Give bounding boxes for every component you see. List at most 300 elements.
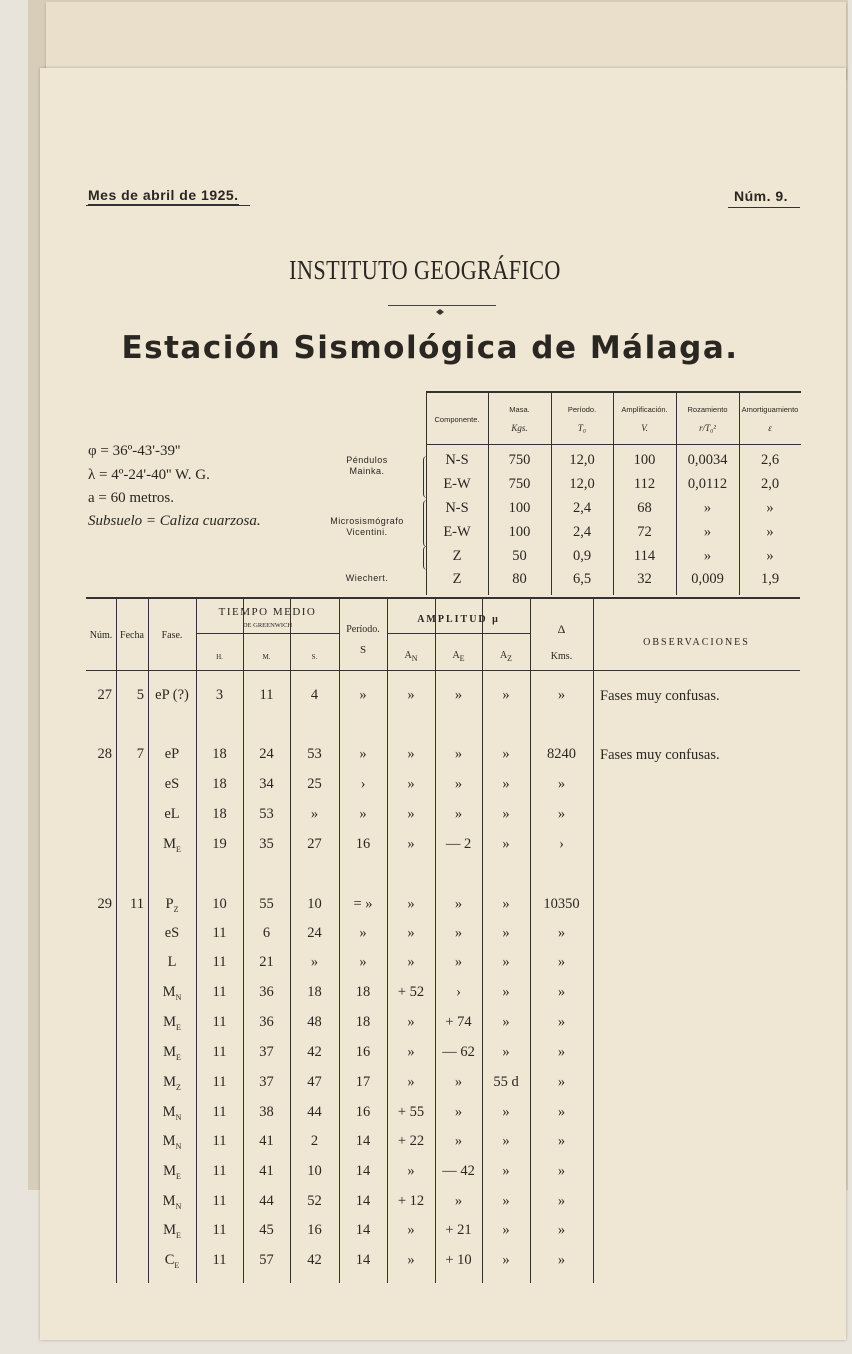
inst-cell: » [703, 548, 712, 564]
cell-an: » [407, 1014, 415, 1030]
inst-cell: 100 [508, 524, 531, 540]
cell-m: 57 [259, 1252, 274, 1268]
cell-per: » [359, 746, 367, 762]
inst-header-amort: Amortiguamiento [741, 405, 799, 414]
instrument-group-name: Wiechert. [345, 573, 389, 583]
inst-cell: 0,009 [691, 571, 724, 587]
header-num: Núm. [89, 630, 113, 641]
cell-az: » [502, 1163, 510, 1179]
inst-cell: 6,5 [572, 571, 592, 587]
cell-h: 10 [212, 896, 227, 912]
cell-an: + 52 [397, 984, 425, 1000]
inst-cell: 0,9 [572, 548, 592, 564]
fase-text: eP (?) [155, 687, 189, 703]
cell-ae: » [454, 896, 463, 912]
cell-m: 38 [259, 1104, 274, 1120]
cell-an: » [407, 1252, 415, 1268]
header-az [482, 650, 530, 663]
cell-az: » [502, 1014, 510, 1030]
fase-sub: N [175, 992, 182, 1002]
fase-text: M [163, 1163, 176, 1179]
cell-s: 53 [307, 746, 322, 762]
cell-fase [148, 896, 196, 914]
cell-delta: › [559, 836, 564, 852]
cell-delta: » [557, 925, 566, 941]
table-row [86, 1133, 800, 1155]
cell-num: 29 [97, 896, 112, 912]
cell-per: 14 [355, 1222, 371, 1238]
cell-h: 11 [212, 1133, 227, 1149]
cell-an: » [407, 687, 415, 703]
cell-fecha: 5 [136, 687, 144, 703]
cell-an: » [407, 836, 415, 852]
station-title: Estación Sismológica de Málaga. [121, 330, 739, 366]
cell-per: » [359, 954, 367, 970]
cell-fase [148, 1193, 196, 1211]
cell-delta: » [557, 1252, 566, 1268]
cell-az: » [502, 1193, 510, 1209]
cell-delta: » [557, 954, 566, 970]
cell-fase [148, 1014, 196, 1032]
table-row [86, 806, 800, 828]
cell-m: 36 [259, 1014, 274, 1030]
cell-s: 10 [307, 1163, 322, 1179]
cell-per: 18 [355, 984, 371, 1000]
cell-ae: » [454, 1074, 463, 1090]
cell-s: 16 [307, 1222, 322, 1238]
cell-m: 21 [259, 954, 274, 970]
cell-per: » [359, 687, 367, 703]
cell-s: 44 [307, 1104, 322, 1120]
cell-ae: » [454, 687, 463, 703]
cell-fase [148, 984, 196, 1002]
obs-top-rule [86, 597, 800, 599]
inst-cell: 12,0 [569, 476, 595, 492]
cell-per: 16 [355, 1044, 371, 1060]
cell-delta: » [557, 806, 566, 822]
cell-ae: — 62 [442, 1044, 475, 1060]
cell-an: » [407, 806, 415, 822]
table-row [86, 954, 800, 976]
fase-sub: E [176, 1171, 181, 1181]
cell-delta: » [557, 1074, 566, 1090]
cell-az: » [502, 746, 510, 762]
inst-cell: 1,9 [760, 571, 780, 587]
cell-delta: » [557, 1222, 566, 1238]
inst-cell: 114 [633, 548, 656, 564]
month-underline [86, 205, 250, 206]
cell-h: 11 [212, 1074, 227, 1090]
cell-h: 3 [215, 687, 224, 703]
table-row [86, 746, 800, 768]
cell-delta: » [557, 1163, 566, 1179]
cell-s: » [310, 954, 319, 970]
cell-fecha: 7 [136, 746, 144, 762]
inst-cell: 80 [512, 571, 527, 587]
inst-cell: 68 [637, 500, 652, 516]
cell-az: » [502, 1252, 510, 1268]
inst-header-unit-amort: ε [768, 423, 772, 433]
cell-an: + 55 [397, 1104, 425, 1120]
table-row [86, 1014, 800, 1036]
inst-header-unit-periodo: T₀ [577, 423, 587, 433]
header-fecha: Fecha [120, 630, 144, 641]
top-page-edge [46, 2, 846, 78]
cell-az: » [502, 1222, 510, 1238]
subsoil: Subsuelo = Caliza cuarzosa. [88, 513, 261, 529]
fase-text: M [162, 984, 176, 1000]
fase-sub: N [175, 1201, 182, 1211]
cell-h: 18 [212, 806, 227, 822]
cell-az: » [502, 1104, 510, 1120]
cell-an: » [407, 954, 415, 970]
cell-fase [148, 806, 196, 824]
cell-delta: 10350 [543, 896, 580, 912]
inst-cell: 112 [633, 476, 656, 492]
inst-cell: » [766, 548, 774, 564]
cell-m: 37 [259, 1074, 274, 1090]
cell-fase [148, 1222, 196, 1240]
cell-az: » [502, 896, 510, 912]
header-periodo-unit: S [359, 644, 367, 656]
header-kms: Kms. [550, 651, 573, 662]
table-row [86, 1222, 800, 1244]
cell-fase [148, 776, 196, 794]
cell-m: 6 [262, 925, 271, 941]
number-underline [728, 207, 800, 208]
fase-sub: N [175, 1112, 182, 1122]
cell-ae: » [454, 746, 463, 762]
cell-fase [148, 925, 196, 943]
cell-m: 11 [259, 687, 274, 703]
obs-header-rule [86, 670, 800, 671]
header-ae-letter: A [452, 650, 460, 661]
table-row [86, 836, 800, 858]
cell-ae: » [454, 1104, 463, 1120]
fase-sub: E [176, 844, 181, 854]
cell-m: 35 [259, 836, 274, 852]
table-row [86, 1104, 800, 1126]
cell-delta: » [557, 984, 566, 1000]
cell-an: » [407, 1074, 415, 1090]
inst-cell: 750 [508, 452, 531, 468]
cell-m: 44 [259, 1193, 274, 1209]
cell-m: 36 [259, 984, 274, 1000]
header-periodo: Período. [346, 624, 380, 635]
inst-cell: 2,6 [760, 452, 780, 468]
cell-m: 41 [259, 1163, 274, 1179]
table-row [86, 1163, 800, 1185]
cell-delta: » [557, 1044, 566, 1060]
inst-cell: Z [452, 571, 462, 587]
cell-ae: + 21 [445, 1222, 472, 1238]
header-fase: Fase. [161, 630, 183, 641]
cell-per: = » [353, 896, 373, 912]
header-m: M. [262, 653, 271, 661]
cell-ae: » [454, 925, 463, 941]
header-an [387, 650, 435, 663]
inst-header-unit-masa: Kgs. [511, 423, 528, 433]
inst-cell: » [703, 524, 712, 540]
cell-ae: » [454, 1133, 463, 1149]
table-row [86, 687, 800, 709]
table-row [86, 1044, 800, 1066]
instrument-group-name: Microsismógrafo Vicentini. [330, 516, 404, 537]
cell-s: 18 [307, 984, 322, 1000]
fase-sub: E [176, 1022, 181, 1032]
cell-per: 14 [355, 1163, 371, 1179]
cell-fase [148, 1074, 196, 1092]
cell-az: » [502, 1133, 510, 1149]
cell-per: 16 [355, 1104, 371, 1120]
cell-m: 24 [259, 746, 274, 762]
header-ae-sub: E [459, 654, 465, 663]
inst-cell: N-S [445, 452, 469, 468]
institute-title: INSTITUTO GEOGRÁFICO [289, 255, 561, 285]
fase-text: M [163, 1222, 176, 1238]
cell-fase [148, 746, 196, 764]
inst-cell: 50 [512, 548, 527, 564]
table-row [86, 776, 800, 798]
cell-fase [148, 1133, 196, 1151]
fase-text: C [164, 1252, 175, 1268]
cell-az: » [502, 925, 510, 941]
cell-ae: — 42 [442, 1163, 475, 1179]
fase-text: M [162, 1133, 176, 1149]
cell-an: » [407, 896, 415, 912]
cell-az: » [502, 984, 510, 1000]
cell-s: » [310, 806, 319, 822]
cell-delta: » [557, 776, 566, 792]
cell-ae: » [454, 806, 463, 822]
cell-ae: » [454, 1193, 463, 1209]
header-amplitud: AMPLITUD μ [417, 614, 500, 625]
cell-ae: » [454, 954, 463, 970]
header-h: H. [216, 653, 223, 661]
cell-az: » [502, 687, 510, 703]
cell-az: 55 d [493, 1074, 519, 1090]
inst-cell: E-W [443, 476, 471, 492]
cell-per: 14 [355, 1133, 371, 1149]
cell-h: 11 [212, 1252, 227, 1268]
header-greenwich: DE GREENWICH [242, 622, 293, 629]
inst-cell: » [766, 500, 774, 516]
fase-text: M [163, 1044, 176, 1060]
cell-fase [148, 954, 196, 972]
inst-cell: 100 [633, 452, 656, 468]
cell-s: 2 [310, 1133, 319, 1149]
cell-ae: — 2 [445, 836, 472, 852]
fase-sub: E [174, 1260, 180, 1270]
cell-m: 37 [259, 1044, 274, 1060]
inst-cell: » [766, 524, 774, 540]
cell-per: 14 [355, 1252, 371, 1268]
cell-fase [148, 836, 196, 854]
cell-an: + 12 [397, 1193, 425, 1209]
cell-an: » [407, 1163, 415, 1179]
cell-ae: » [454, 776, 463, 792]
header-s: S. [311, 653, 318, 661]
table-row [86, 896, 800, 918]
fase-text: M [162, 1193, 176, 1209]
cell-s: 24 [307, 925, 322, 941]
fase-sub: N [175, 1141, 182, 1151]
table-row [86, 1074, 800, 1096]
cell-m: 55 [259, 896, 274, 912]
cell-an: » [407, 1222, 415, 1238]
cell-observaciones: Fases muy confusas. [600, 688, 720, 704]
cell-h: 11 [212, 954, 227, 970]
cell-s: 52 [307, 1193, 322, 1209]
fase-text: P [165, 896, 174, 912]
cell-az: » [502, 1044, 510, 1060]
cell-fase [148, 1104, 196, 1122]
cell-num: 27 [97, 687, 112, 703]
inst-cell: 2,4 [572, 524, 592, 540]
cell-s: 42 [307, 1252, 322, 1268]
header-an-sub: N [411, 654, 418, 663]
cell-az: » [502, 954, 510, 970]
cell-delta: » [557, 687, 566, 703]
cell-num: 28 [97, 746, 112, 762]
cell-delta: » [557, 1193, 566, 1209]
altitude: a = 60 metros. [88, 490, 174, 506]
month-label: Mes de abril de 1925. [88, 187, 239, 203]
cell-az: » [502, 776, 510, 792]
table-row [86, 984, 800, 1006]
cell-per: » [359, 925, 367, 941]
cell-h: 11 [212, 1222, 227, 1238]
inst-cell: Z [452, 548, 462, 564]
cell-h: 11 [212, 1193, 227, 1209]
fase-sub: E [176, 1052, 181, 1062]
cell-an: + 22 [397, 1133, 425, 1149]
cell-h: 18 [212, 776, 227, 792]
cell-fase [148, 1252, 196, 1270]
cell-h: 11 [212, 1044, 227, 1060]
inst-cell: 32 [637, 571, 652, 587]
table-row [86, 1193, 800, 1215]
cell-per: 16 [355, 836, 371, 852]
inst-cell: E-W [443, 524, 471, 540]
cell-delta: » [557, 1014, 566, 1030]
fase-sub: E [176, 1230, 181, 1240]
header-ae [435, 650, 482, 663]
cell-an: » [407, 925, 415, 941]
inst-cell: 0,0034 [687, 452, 728, 468]
fase-text: M [163, 836, 176, 852]
cell-s: 25 [307, 776, 322, 792]
inst-cell: 2,4 [572, 500, 592, 516]
cell-h: 11 [212, 1014, 227, 1030]
tiempo-subrule [196, 633, 339, 634]
cell-per: › [360, 776, 366, 792]
inst-header-unit-roz: r/T₀² [699, 423, 716, 433]
cell-delta: 8240 [547, 746, 576, 762]
inst-cell: 750 [508, 476, 531, 492]
inst-header-ampl: Amplificación. [621, 405, 668, 414]
inst-cell: 0,0112 [687, 476, 728, 492]
cell-fecha: 11 [130, 896, 144, 912]
inst-cell: 72 [637, 524, 652, 540]
cell-ae: › [456, 984, 461, 1000]
inst-header-componente: Componente. [434, 415, 480, 424]
cell-h: 18 [212, 746, 227, 762]
header-an-letter: A [404, 650, 412, 661]
fase-text: eS [164, 925, 180, 941]
fase-text: L [167, 954, 177, 970]
inst-header-masa: Masa. [509, 405, 530, 414]
fase-text: M [162, 1104, 176, 1120]
cell-fase [148, 1044, 196, 1062]
cell-s: 47 [307, 1074, 322, 1090]
cell-m: 45 [259, 1222, 274, 1238]
cell-m: 34 [259, 776, 274, 792]
fase-text: M [163, 1074, 176, 1090]
cell-az: » [502, 836, 510, 852]
inst-cell: 100 [508, 500, 531, 516]
fase-sub: Z [173, 904, 179, 914]
table-row [86, 1252, 800, 1274]
cell-h: 11 [212, 925, 227, 941]
cell-fase [148, 1163, 196, 1181]
cell-per: 14 [355, 1193, 371, 1209]
table-row [86, 925, 800, 947]
fase-text: M [163, 1014, 176, 1030]
header-az-sub: Z [507, 654, 513, 663]
cell-s: 4 [310, 687, 319, 703]
fase-text: eL [164, 806, 180, 822]
header-tiempo: TIEMPO MEDIO [218, 606, 317, 618]
fase-text: eP [164, 746, 180, 762]
fase-sub: Z [176, 1082, 181, 1092]
inst-cell: 2,0 [760, 476, 780, 492]
number-label: Núm. 9. [734, 188, 789, 204]
inst-cell: » [703, 500, 712, 516]
cell-s: 48 [307, 1014, 322, 1030]
header-az-letter: A [499, 650, 508, 661]
cell-h: 19 [212, 836, 227, 852]
cell-m: 41 [259, 1133, 274, 1149]
cell-s: 10 [307, 896, 322, 912]
cell-an: » [407, 746, 415, 762]
latitude: φ = 36º-43'-39'' [88, 443, 181, 459]
cell-h: 11 [212, 1163, 227, 1179]
instrument-group-name: Péndulos Mainka. [346, 455, 388, 476]
cell-per: 18 [355, 1014, 371, 1030]
header-delta: Δ [557, 622, 566, 636]
cell-an: » [407, 776, 415, 792]
brace-icon [423, 456, 429, 498]
inst-cell: 12,0 [569, 452, 595, 468]
cell-per: » [359, 806, 367, 822]
inst-header-roz: Rozamiento [687, 405, 728, 414]
cell-an: » [407, 1044, 415, 1060]
cell-h: 11 [212, 1104, 227, 1120]
inst-cell: N-S [445, 500, 469, 516]
cell-m: 53 [259, 806, 274, 822]
cell-fase [148, 687, 196, 705]
cell-ae: + 74 [445, 1014, 472, 1030]
cell-delta: » [557, 1133, 566, 1149]
cell-observaciones: Fases muy confusas. [600, 747, 720, 763]
brace-icon [423, 546, 429, 570]
cell-h: 11 [212, 984, 227, 1000]
cell-s: 42 [307, 1044, 322, 1060]
cell-delta: » [557, 1104, 566, 1120]
inst-header-unit-ampl: V. [641, 423, 648, 433]
amplitud-subrule [387, 633, 530, 634]
